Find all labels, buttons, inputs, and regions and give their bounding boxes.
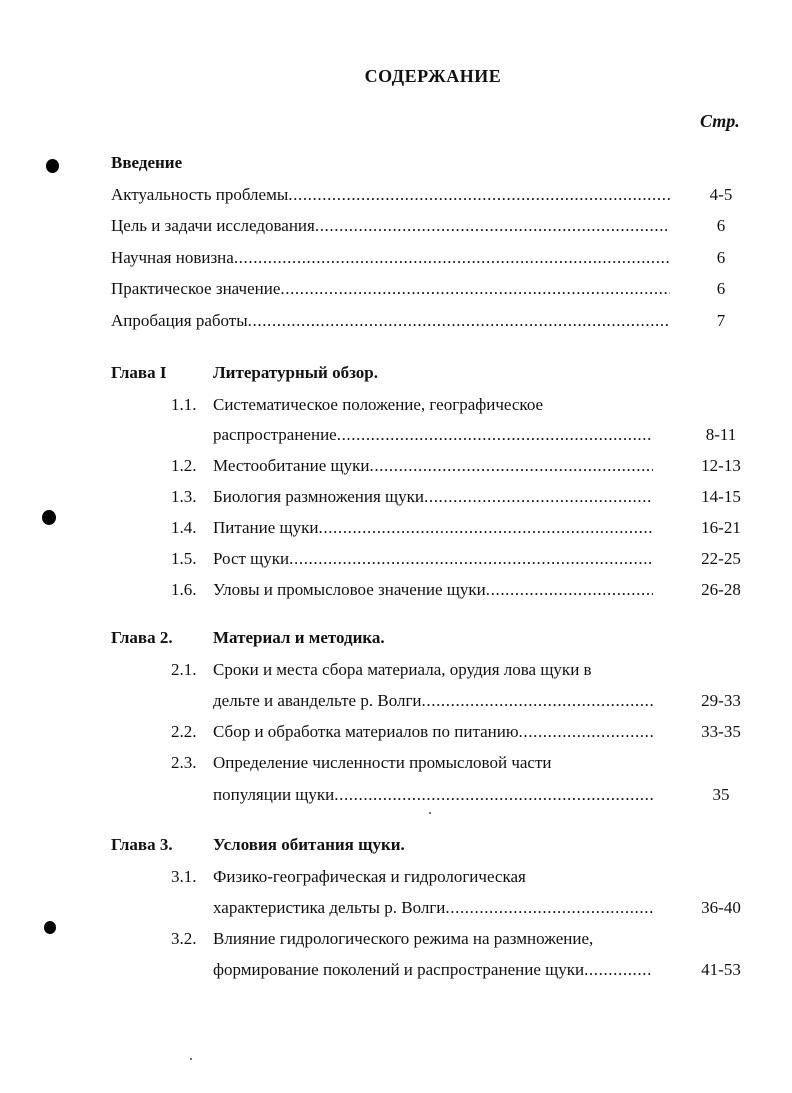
chapter-label: Глава 3.	[111, 835, 173, 854]
toc-entry: характеристика дельты р. Волги .....	[213, 898, 653, 918]
punch-hole-middle	[42, 510, 56, 525]
section-number: 1.2.	[171, 456, 197, 475]
chapter-title: Условия обитания щуки.	[213, 835, 405, 854]
toc-entry: Питание щуки .....	[213, 518, 653, 538]
scan-speck	[190, 1058, 192, 1060]
toc-entry: Сбор и обработка материалов по питанию .....	[213, 722, 653, 742]
section-number: 2.2.	[171, 722, 197, 741]
section-number: 1.5.	[171, 549, 197, 568]
toc-entry: распространение .....	[213, 425, 653, 445]
chapter-label: Глава 2.	[111, 628, 173, 647]
punch-hole-bottom	[44, 921, 56, 934]
section-number: 1.6.	[171, 580, 197, 599]
page-title: СОДЕРЖАНИЕ	[364, 66, 502, 86]
toc-entry: популяции щуки .....	[213, 785, 653, 805]
section-number: 2.1.	[171, 660, 197, 679]
page-column-header: Стр.	[700, 111, 740, 131]
section-title: Сроки и места сбора материала, орудия лова щуки в	[213, 660, 592, 679]
page-number: 16-21	[701, 518, 741, 537]
chapter-label: Глава I	[111, 363, 167, 382]
page-number: 7	[716, 311, 726, 330]
toc-entry: Местообитание щуки .....	[213, 456, 653, 476]
scan-speck	[429, 812, 431, 814]
page-number: 33-35	[701, 722, 741, 741]
section-title: Влияние гидрологического режима на размножение,	[213, 929, 594, 948]
toc-entry: Рост щуки .....	[213, 549, 653, 569]
toc-entry: Практическое значение .....	[111, 279, 670, 299]
toc-entry: Цель и задачи исследования .....	[111, 216, 670, 236]
page-number: 29-33	[701, 691, 741, 710]
page-number: 4-5	[709, 185, 733, 204]
chapter-title: Материал и методика.	[213, 628, 385, 647]
page-number: 12-13	[701, 456, 741, 475]
page-number: 6	[716, 216, 726, 235]
toc-entry: Научная новизна .....	[111, 248, 670, 268]
page-number: 26-28	[701, 580, 741, 599]
punch-hole-top	[46, 159, 59, 173]
page-number: 41-53	[701, 960, 741, 979]
intro-heading: Введение	[111, 153, 183, 172]
page-number: 6	[716, 279, 726, 298]
section-title: Определение численности промысловой части	[213, 753, 552, 772]
page-number: 8-11	[705, 425, 737, 444]
toc-entry: Апробация работы .....	[111, 311, 670, 331]
page-number: 36-40	[701, 898, 741, 917]
section-number: 1.3.	[171, 487, 197, 506]
section-number: 2.3.	[171, 753, 197, 772]
section-number: 3.1.	[171, 867, 197, 886]
toc-entry: Актуальность проблемы .....	[111, 185, 670, 205]
section-number: 3.2.	[171, 929, 197, 948]
page-number: 6	[716, 248, 726, 267]
section-number: 1.1.	[171, 395, 197, 414]
chapter-title: Литературный обзор.	[213, 363, 379, 382]
page-number: 14-15	[701, 487, 741, 506]
section-title: Систематическое положение, географическое	[213, 395, 544, 414]
section-number: 1.4.	[171, 518, 197, 537]
toc-entry: формирование поколений и распространение щуки .....	[213, 960, 653, 980]
section-title: Физико-географическая и гидрологическая	[213, 867, 526, 886]
toc-entry: дельте и авандельте р. Волги .....	[213, 691, 653, 711]
page-number: 22-25	[701, 549, 741, 568]
page-number: 35	[712, 785, 730, 804]
toc-entry: Биология размножения щуки .....	[213, 487, 653, 507]
toc-entry: Уловы и промысловое значение щуки .....	[213, 580, 653, 600]
